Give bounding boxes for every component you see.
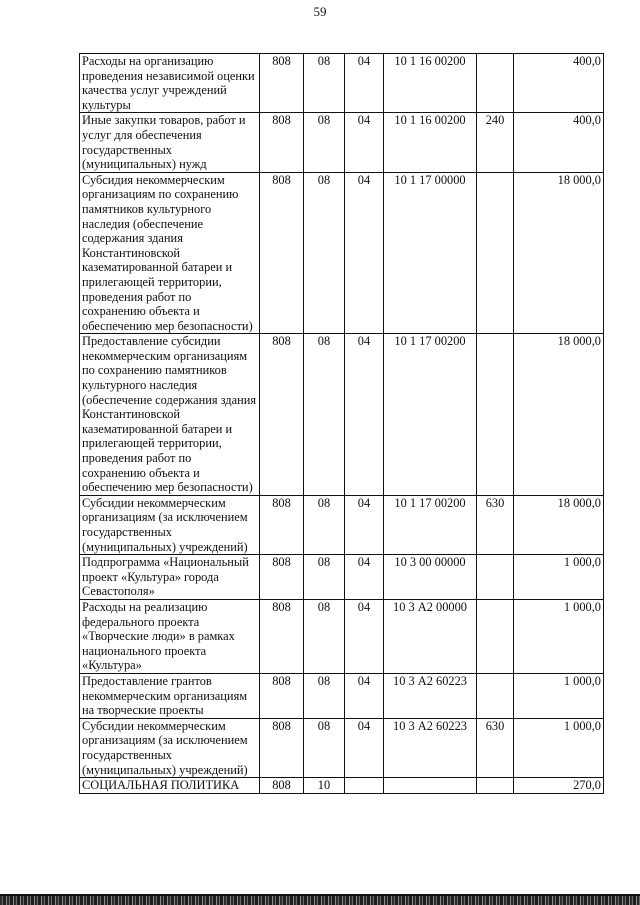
subsection-code: 04 [345, 599, 384, 673]
expense-type-code [477, 172, 514, 334]
budget-item-name: Иные закупки товаров, работ и услуг для обеспечения государственных (муниципальных) нужд [80, 113, 260, 172]
amount: 400,0 [514, 113, 604, 172]
table-row [80, 54, 604, 113]
table-row [80, 555, 604, 600]
department-code: 808 [260, 172, 304, 334]
budget-item-name: СОЦИАЛЬНАЯ ПОЛИТИКА [80, 778, 260, 794]
target-article-code: 10 3 А2 60223 [384, 673, 477, 718]
amount: 400,0 [514, 54, 604, 113]
budget-item-name: Субсидия некоммерческим организациям по сохранению памятников культурного наследия (обеспечение содержания здания Константиновской казематированной батареи и прилегающей территории, проведения работ по сохранению объекта и обеспечению мер безопасности) [80, 172, 260, 334]
section-code: 08 [304, 495, 345, 554]
department-code: 808 [260, 778, 304, 794]
expense-type-code [477, 673, 514, 718]
expense-type-code [477, 334, 514, 496]
section-code: 08 [304, 334, 345, 496]
target-article-code: 10 3 00 00000 [384, 555, 477, 600]
budget-item-name: Субсидии некоммерческим организациям (за исключением государственных (муниципальных) учреждений) [80, 495, 260, 554]
target-article-code: 10 1 17 00000 [384, 172, 477, 334]
department-code: 808 [260, 113, 304, 172]
table-row [80, 495, 604, 554]
subsection-code: 04 [345, 555, 384, 600]
subsection-code: 04 [345, 334, 384, 496]
subsection-code: 04 [345, 54, 384, 113]
expense-type-code [477, 778, 514, 794]
expense-type-code [477, 599, 514, 673]
subsection-code: 04 [345, 113, 384, 172]
section-code: 08 [304, 673, 345, 718]
department-code: 808 [260, 673, 304, 718]
budget-item-name: Расходы на реализацию федерального проекта «Творческие люди» в рамках национального проекта «Культура» [80, 599, 260, 673]
section-code: 10 [304, 778, 345, 794]
subsection-code: 04 [345, 495, 384, 554]
amount: 18 000,0 [514, 172, 604, 334]
target-article-code: 10 3 А2 60223 [384, 718, 477, 777]
budget-item-name: Расходы на организацию проведения независимой оценки качества услуг учреждений культуры [80, 54, 260, 113]
expense-type-code [477, 555, 514, 600]
target-article-code: 10 1 16 00200 [384, 113, 477, 172]
amount: 270,0 [514, 778, 604, 794]
budget-item-name: Предоставление грантов некоммерческим организациям на творческие проекты [80, 673, 260, 718]
department-code: 808 [260, 495, 304, 554]
expense-type-code [477, 54, 514, 113]
department-code: 808 [260, 54, 304, 113]
table-row [80, 673, 604, 718]
table-row [80, 334, 604, 496]
department-code: 808 [260, 599, 304, 673]
table-row [80, 718, 604, 777]
expense-type-code: 630 [477, 718, 514, 777]
budget-item-name: Подпрограмма «Национальный проект «Культура» города Севастополя» [80, 555, 260, 600]
expense-type-code: 630 [477, 495, 514, 554]
subsection-code: 04 [345, 718, 384, 777]
table-row [80, 172, 604, 334]
page-number: 59 [313, 4, 327, 19]
table-row [80, 599, 604, 673]
target-article-code: 10 1 17 00200 [384, 334, 477, 496]
target-article-code [384, 778, 477, 794]
section-code: 08 [304, 599, 345, 673]
budget-item-name: Предоставление субсидии некоммерческим организациям по сохранению памятников культурного наследия (обеспечение содержания здания Константиновской казематированной батареи и прилегающей территории, проведения работ по сохранению объекта и обеспечению мер безопасности) [80, 334, 260, 496]
subsection-code: 04 [345, 172, 384, 334]
department-code: 808 [260, 718, 304, 777]
expense-type-code: 240 [477, 113, 514, 172]
scan-edge-strip [0, 894, 640, 905]
section-code: 08 [304, 172, 345, 334]
target-article-code: 10 1 16 00200 [384, 54, 477, 113]
department-code: 808 [260, 555, 304, 600]
subsection-code [345, 778, 384, 794]
amount: 18 000,0 [514, 495, 604, 554]
amount: 1 000,0 [514, 555, 604, 600]
table-row [80, 778, 604, 794]
amount: 1 000,0 [514, 718, 604, 777]
section-code: 08 [304, 555, 345, 600]
amount: 1 000,0 [514, 673, 604, 718]
target-article-code: 10 1 17 00200 [384, 495, 477, 554]
amount: 1 000,0 [514, 599, 604, 673]
section-code: 08 [304, 113, 345, 172]
table-row [80, 113, 604, 172]
department-code: 808 [260, 334, 304, 496]
amount: 18 000,0 [514, 334, 604, 496]
subsection-code: 04 [345, 673, 384, 718]
budget-table [79, 53, 604, 794]
budget-item-name: Субсидии некоммерческим организациям (за исключением государственных (муниципальных) учреждений) [80, 718, 260, 777]
target-article-code: 10 3 А2 00000 [384, 599, 477, 673]
section-code: 08 [304, 54, 345, 113]
section-code: 08 [304, 718, 345, 777]
